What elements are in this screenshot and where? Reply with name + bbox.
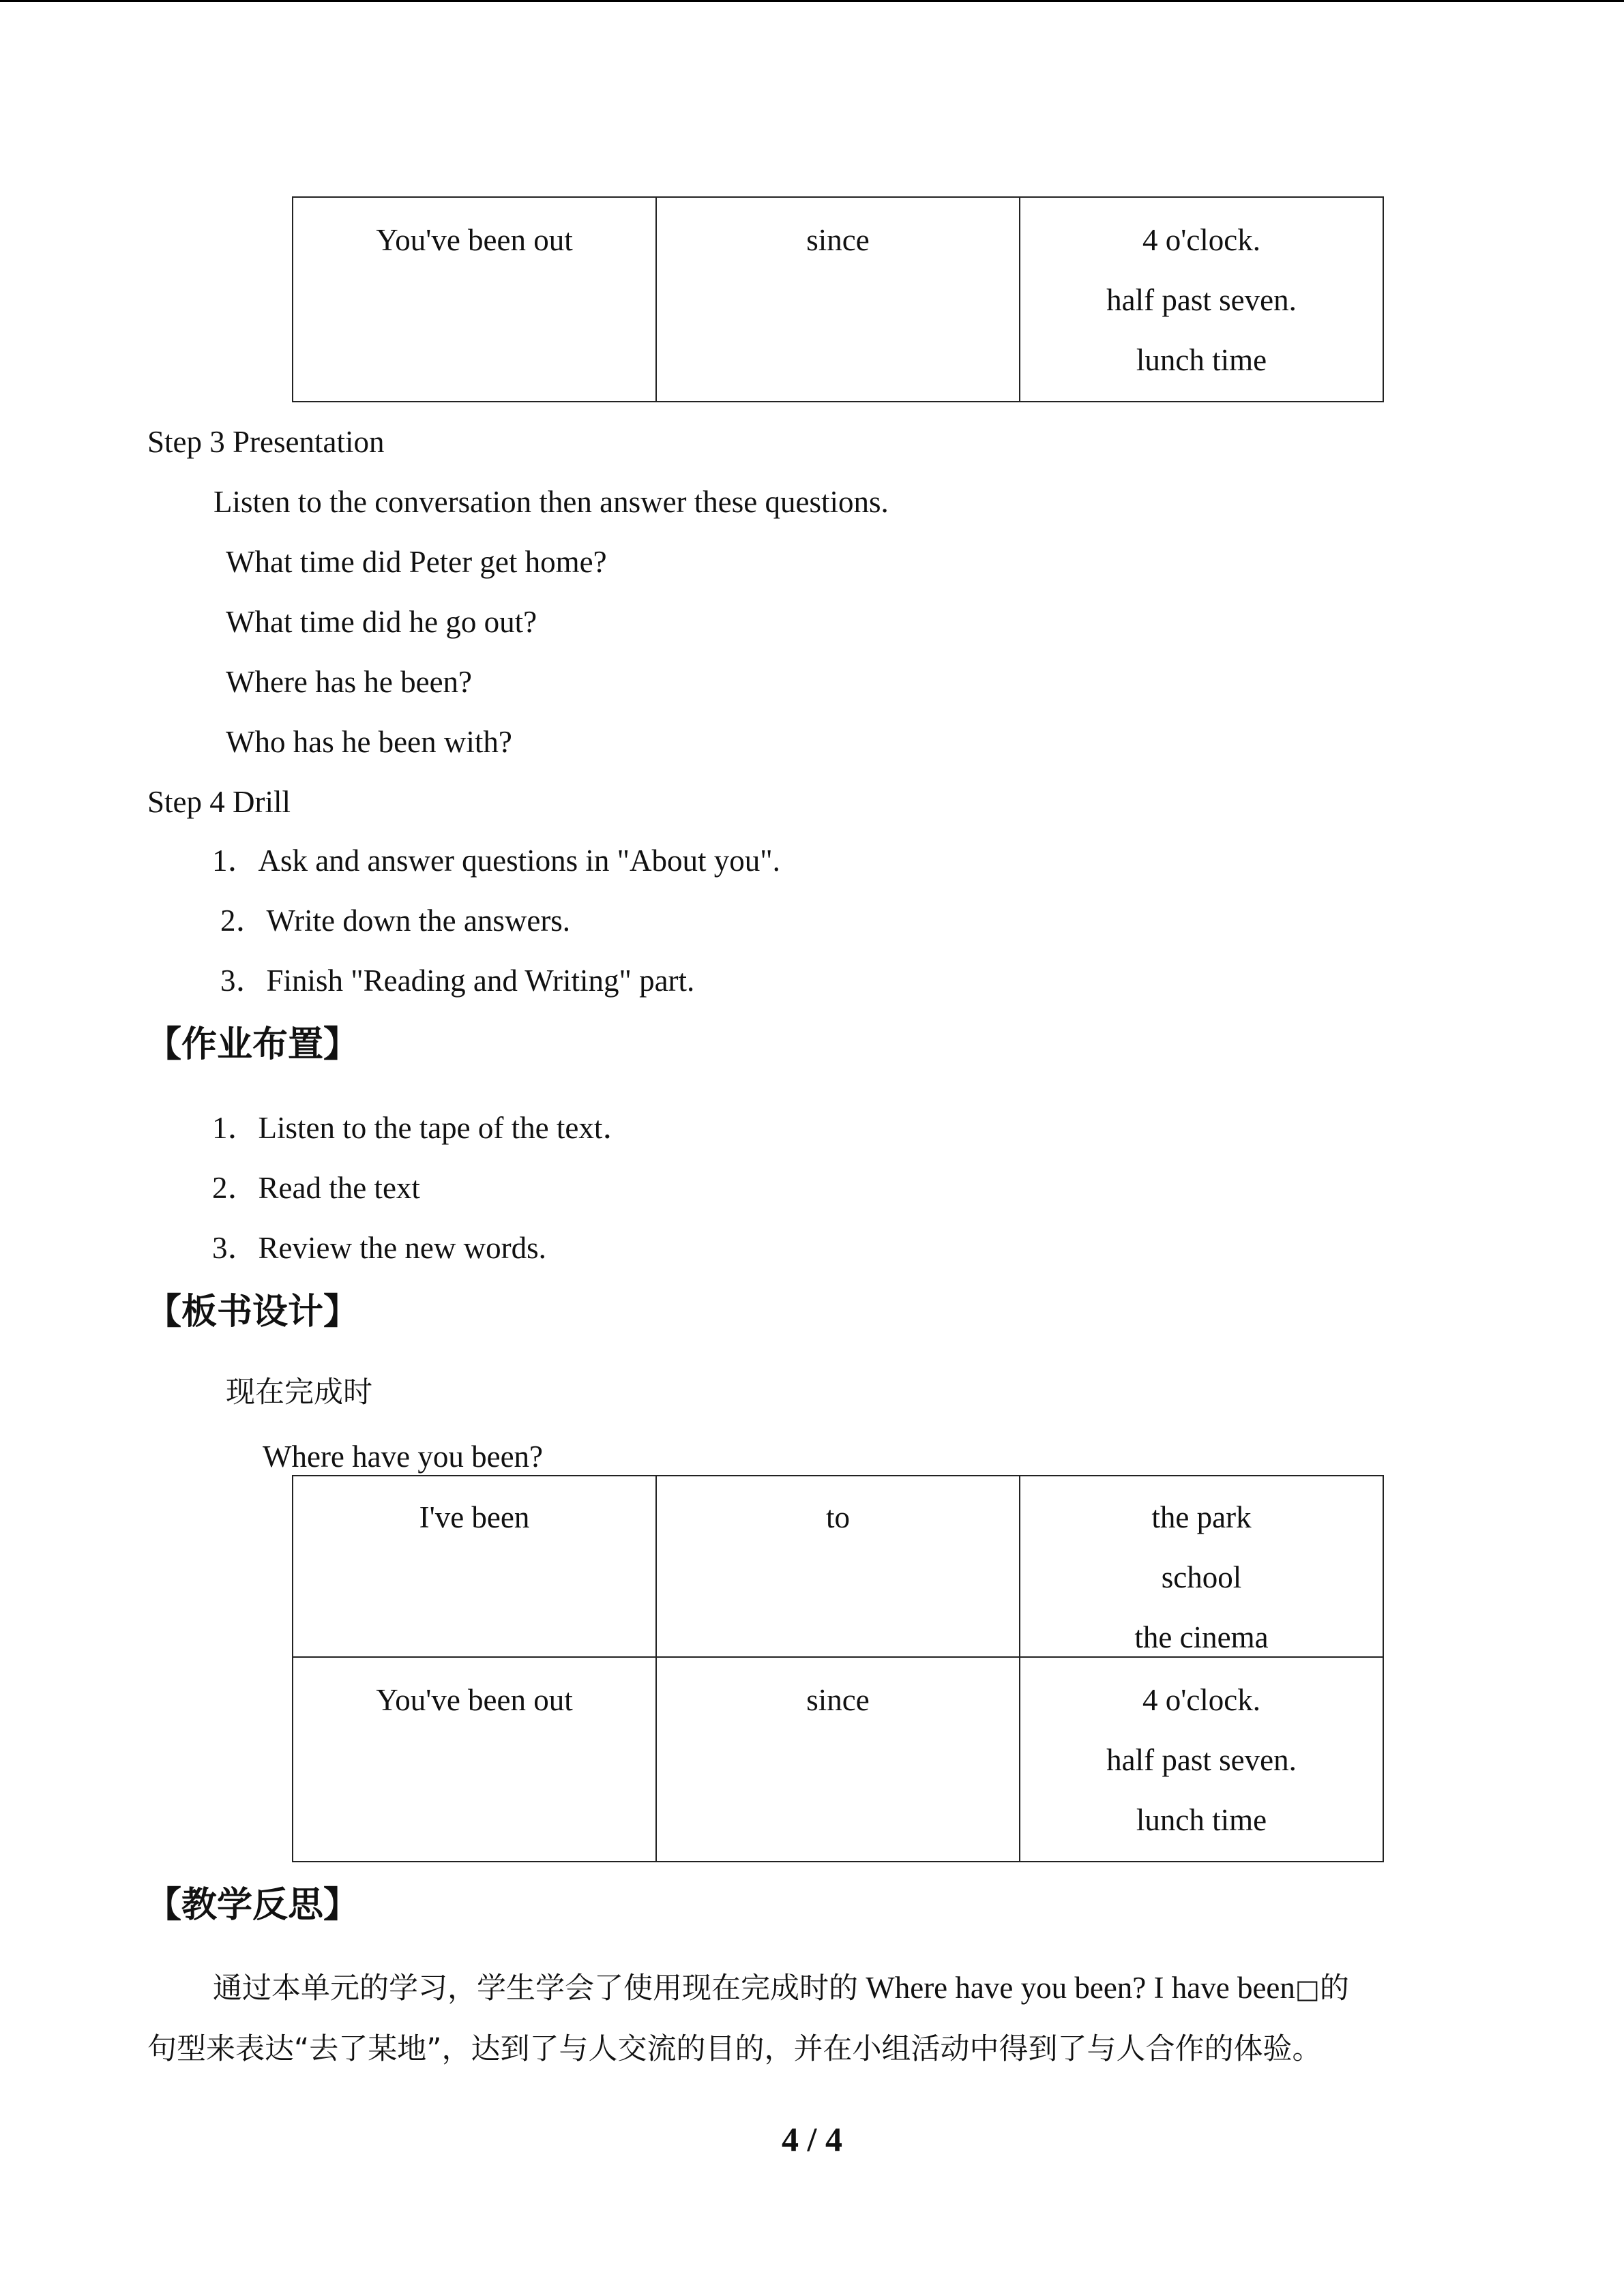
step3-intro: Listen to the conversation then answer these questions.	[213, 485, 889, 519]
table-cell-objects	[1020, 1476, 1383, 1657]
cell-text: lunch time	[1136, 1803, 1267, 1837]
cell-text: school	[1161, 1560, 1242, 1594]
cell-text: since	[806, 223, 870, 257]
table-cell-subject	[293, 1476, 656, 1657]
board-question: Where have you been?	[263, 1440, 544, 1474]
step4-item: 2．Write down the answers.	[220, 904, 571, 938]
reflection-text-en: Where have you been? I have been	[858, 1971, 1295, 2005]
reflection-line-1	[147, 1958, 1484, 2019]
table-row	[293, 1657, 1383, 1862]
cell-text: since	[806, 1683, 870, 1717]
table-cell-objects	[1020, 197, 1383, 402]
step3-question: What time did Peter get home?	[226, 545, 607, 579]
homework-item: 2．Read the text	[212, 1171, 420, 1205]
table-cell-subject	[293, 197, 656, 402]
homework-item: 3．Review the new words.	[212, 1231, 546, 1265]
step3-question: What time did he go out?	[226, 605, 537, 639]
table-row	[293, 197, 1383, 402]
table-cell-prep	[656, 1657, 1020, 1862]
table-cell-prep	[656, 1476, 1020, 1657]
cell-text: lunch time	[1136, 343, 1267, 377]
page-number: 4 / 4	[782, 2120, 842, 2158]
cell-text: to	[825, 1500, 850, 1534]
reflection-line-2: 句型来表达“去了某地”，达到了与人交流的目的，并在小组活动中得到了与人合作的体验。	[147, 2032, 1322, 2066]
table-cell-subject	[293, 1657, 656, 1862]
cell-text: You've been out	[376, 223, 573, 257]
homework-heading: 【作业布置】	[146, 1024, 359, 1065]
cell-text: half past seven.	[1106, 283, 1297, 317]
table-cell-objects	[1020, 1657, 1383, 1862]
cell-text: You've been out	[376, 1683, 573, 1717]
board-heading: 【板书设计】	[146, 1292, 359, 1332]
reflection-paragraph	[147, 1958, 1484, 2079]
step3-question: Where has he been?	[226, 665, 473, 699]
reflection-heading: 【教学反思】	[146, 1885, 359, 1926]
cell-text: I've been	[419, 1500, 530, 1534]
cell-text: 4 o'clock.	[1142, 1683, 1261, 1717]
step3-question: Who has he been with?	[226, 725, 512, 759]
board-title: 现在完成时	[226, 1375, 372, 1410]
cell-text: the park	[1151, 1500, 1252, 1534]
cell-text: the cinema	[1134, 1620, 1269, 1654]
reflection-text-cn: 通过本单元的学习，学生学会了使用现在完成时的	[213, 1971, 858, 2006]
cell-text: half past seven.	[1106, 1743, 1297, 1777]
homework-item: 1．Listen to the tape of the text．	[212, 1111, 634, 1145]
step3-heading: Step 3 Presentation	[147, 425, 385, 459]
reflection-text-cn: 的	[1319, 1971, 1349, 2006]
table-row	[293, 1476, 1383, 1657]
reflection-box-glyph: □	[1295, 1974, 1320, 2004]
cell-text: 4 o'clock.	[1142, 223, 1261, 257]
step4-item: 3．Finish "Reading and Writing" part.	[220, 964, 695, 998]
page-top-border	[0, 0, 1624, 2]
step4-item: 1．Ask and answer questions in "About you".	[212, 844, 780, 878]
table-cell-prep	[656, 197, 1020, 402]
top-table	[292, 196, 1384, 402]
step4-heading: Step 4 Drill	[147, 785, 291, 819]
board-table	[292, 1475, 1384, 1862]
